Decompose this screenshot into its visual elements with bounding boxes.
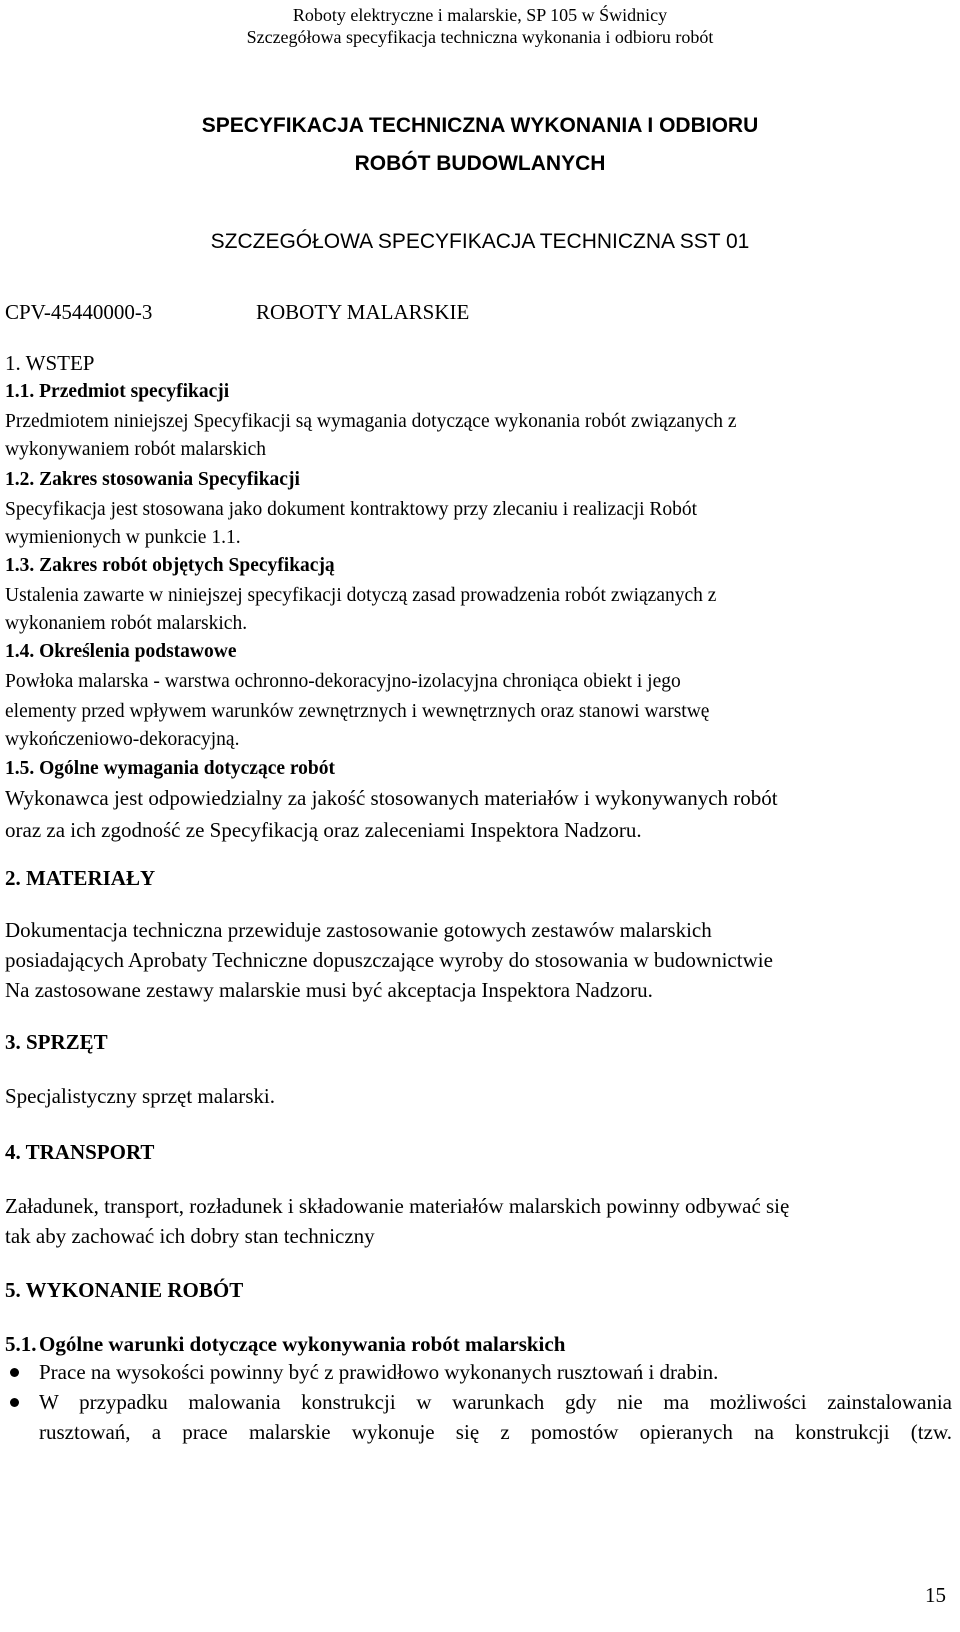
section-2-heading: 2. MATERIAŁY	[5, 866, 156, 890]
section-1-1-heading: 1.1. Przedmiot specyfikacji	[5, 381, 230, 402]
section-4-line-2: tak aby zachować ich dobry stan techniczny	[5, 1224, 375, 1248]
section-1-heading: 1. WSTEP	[5, 351, 95, 375]
section-5-1-heading: Ogólne warunki dotyczące wykonywania robót malarskich	[39, 1332, 566, 1356]
section-1-1-line-1: Przedmiotem niniejszej Specyfikacji są wymagania dotyczące wykonania robót związanych z	[5, 411, 737, 432]
section-4-line-1: Załadunek, transport, rozładunek i składowanie materiałów malarskich powinny odbywać się	[5, 1194, 790, 1218]
cpv-name: ROBOTY MALARSKIE	[256, 300, 470, 324]
header-line-2: Szczegółowa specyfikacja techniczna wykonania i odbioru robót	[246, 27, 714, 47]
sst-title: SZCZEGÓŁOWA SPECYFIKACJA TECHNICZNA SST 01	[210, 230, 750, 253]
section-1-2-line-1: Specyfikacja jest stosowana jako dokument kontraktowy przy zlecaniu i realizacji Robót	[5, 499, 698, 520]
bullet-1-text: Prace na wysokości powinny być z prawidłowo wykonanych rusztowań i drabin.	[39, 1360, 719, 1384]
section-1-4-line-1: Powłoka malarska - warstwa ochronno-dekoracyjno-izolacyjna chroniąca obiekt i jego	[5, 671, 681, 692]
section-3-heading: 3. SPRZĘT	[5, 1030, 108, 1054]
section-5-heading: 5. WYKONANIE ROBÓT	[5, 1278, 244, 1302]
doc-title-line-2: ROBÓT BUDOWLANYCH	[354, 152, 606, 175]
bullet-2-line-2: rusztowań, a prace malarskie wykonuje się z pomostów opieranych na konstrukcji (tzw.	[39, 1420, 952, 1444]
section-2-line-3: Na zastosowane zestawy malarskie musi być akceptacja Inspektora Nadzoru.	[5, 978, 653, 1002]
section-1-4-line-3: wykończeniowo-dekoracyjną.	[5, 729, 240, 750]
section-4-heading: 4. TRANSPORT	[5, 1140, 155, 1164]
header-line-1: Roboty elektryczne i malarskie, SP 105 w Świdnicy	[292, 5, 668, 25]
bullet-2-line-1: W przypadku malowania konstrukcji w warunkach gdy nie ma możliwości zainstalowania	[39, 1390, 952, 1414]
section-2-line-1: Dokumentacja techniczna przewiduje zastosowanie gotowych zestawów malarskich	[5, 918, 712, 942]
section-5-1-number: 5.1.	[5, 1332, 37, 1356]
section-2-line-2: posiadających Aprobaty Techniczne dopuszczające wyroby do stosowania w budownictwie	[5, 948, 773, 972]
section-1-3-line-2: wykonaniem robót malarskich.	[5, 613, 248, 634]
section-3-line-1: Specjalistyczny sprzęt malarski.	[5, 1084, 275, 1108]
bullet-2-marker	[10, 1398, 19, 1407]
section-1-3-line-1: Ustalenia zawarte w niniejszej specyfikacji dotyczą zasad prowadzenia robót związanych z	[5, 585, 717, 606]
section-1-5-line-2: oraz za ich zgodność ze Specyfikacją oraz zaleceniami Inspektora Nadzoru.	[5, 818, 642, 842]
section-1-4-heading: 1.4. Określenia podstawowe	[5, 641, 237, 662]
section-1-2-line-2: wymienionych w punkcie 1.1.	[5, 527, 241, 548]
doc-title-line-1: SPECYFIKACJA TECHNICZNA WYKONANIA I ODBIORU	[201, 114, 759, 137]
cpv-code: CPV-45440000-3	[5, 300, 153, 324]
section-1-1-line-2: wykonywaniem robót malarskich	[5, 439, 267, 460]
section-1-4-line-2: elementy przed wpływem warunków zewnętrznych i wewnętrznych oraz stanowi warstwę	[5, 701, 710, 722]
section-1-5-heading: 1.5. Ogólne wymagania dotyczące robót	[5, 758, 336, 779]
section-1-5-line-1: Wykonawca jest odpowiedzialny za jakość stosowanych materiałów i wykonywanych robót	[5, 786, 778, 810]
section-1-2-heading: 1.2. Zakres stosowania Specyfikacji	[5, 469, 300, 490]
bullet-1-marker	[10, 1368, 19, 1377]
section-1-3-heading: 1.3. Zakres robót objętych Specyfikacją	[5, 555, 335, 576]
page-number: 15	[925, 1583, 946, 1607]
